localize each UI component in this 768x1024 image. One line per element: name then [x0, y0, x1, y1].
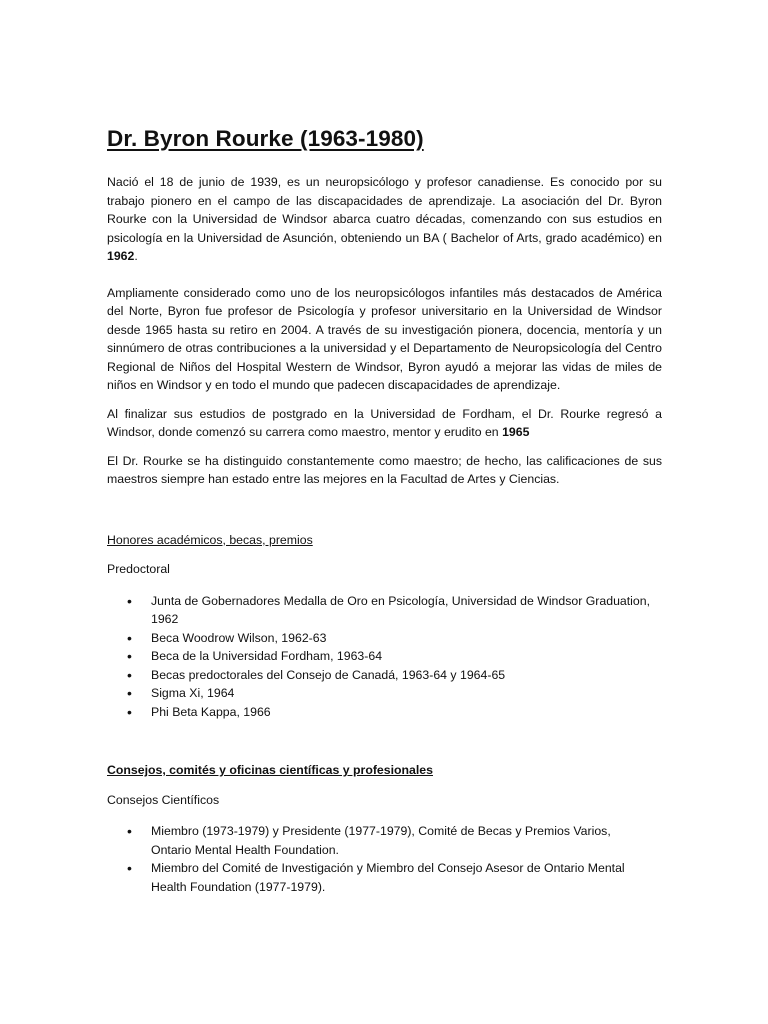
consejos-list	[107, 822, 662, 896]
return-year: 1965	[502, 425, 530, 439]
intro-end: .	[134, 249, 138, 263]
section-heading-consejos: Consejos, comités y oficinas científicas y profesionales	[107, 763, 433, 777]
list-item: • Miembro del Comité de Investigación y Miembro del Consejo Asesor de Ontario Mental Health Foundation (1977-1979).	[107, 859, 662, 896]
list-item: • Miembro (1973-1979) y Presidente (1977-1979), Comité de Becas y Premios Varios, Ontario Mental Health Foundation.	[107, 822, 662, 859]
list-item: • Phi Beta Kappa, 1966	[107, 703, 662, 722]
list-item: • Sigma Xi, 1964	[107, 684, 662, 703]
list-item: • Beca Woodrow Wilson, 1962-63	[107, 629, 662, 648]
page-title: Dr. Byron Rourke (1963-1980)	[107, 126, 424, 151]
list-item: • Becas predoctorales del Consejo de Canadá, 1963-64 y 1964-65	[107, 666, 662, 685]
intro-text: Nació el 18 de junio de 1939, es un neuropsicólogo y profesor canadiense. Es conocido por su trabajo pionero en el campo de las discapacidades de aprendizaje. La asociación del Dr. Byron Rourke con la Universidad de Windsor abarca cuatro décadas, comenzando con sus estudios en psicología en la Universidad de Asunción, obteniendo un BA ( Bachelor of Arts, grado académico) en	[107, 175, 662, 245]
subheading-predoctoral: Predoctoral	[107, 562, 170, 576]
list-item: • Junta de Gobernadores Medalla de Oro en Psicología, Universidad de Windsor Graduation, 1962	[107, 592, 662, 629]
list-item: • Beca de la Universidad Fordham, 1963-64	[107, 647, 662, 666]
intro-paragraph	[107, 173, 662, 266]
paragraph-teaching: El Dr. Rourke se ha distinguido constantemente como maestro; de hecho, las calificaciones de sus maestros siempre han estado entre las mejores en la Facultad de Artes y Ciencias.	[107, 453, 662, 486]
subheading-consejos-cientificos: Consejos Científicos	[107, 792, 220, 807]
return-text: Al finalizar sus estudios de postgrado en la Universidad de Fordham, el Dr. Rourke regresó a Windsor, donde comenzó su carrera como maestro, mentor y erudito en	[107, 406, 662, 439]
honores-list	[107, 592, 662, 722]
section-heading-honores: Honores académicos, becas, premios	[107, 532, 313, 547]
document-page	[107, 124, 662, 896]
paragraph-return	[107, 405, 662, 442]
paragraph-career: Ampliamente considerado como uno de los neuropsicólogos infantiles más destacados de América del Norte, Byron fue profesor de Psicología y profesor universitario en la Universidad de Windsor desde 1965 hasta su retiro en 2004. A través de su investigación pionera, docencia, mentoría y un sinnúmero de otras contribuciones a la universidad y el Departamento de Neuropsicología del Centro Regional de Niños del Hospital Western de Windsor, Byron ayudó a mejorar las vidas de miles de niños en Windsor y en todo el mundo que padecen discapacidades de aprendizaje.	[107, 285, 662, 392]
intro-year: 1962	[107, 249, 135, 263]
